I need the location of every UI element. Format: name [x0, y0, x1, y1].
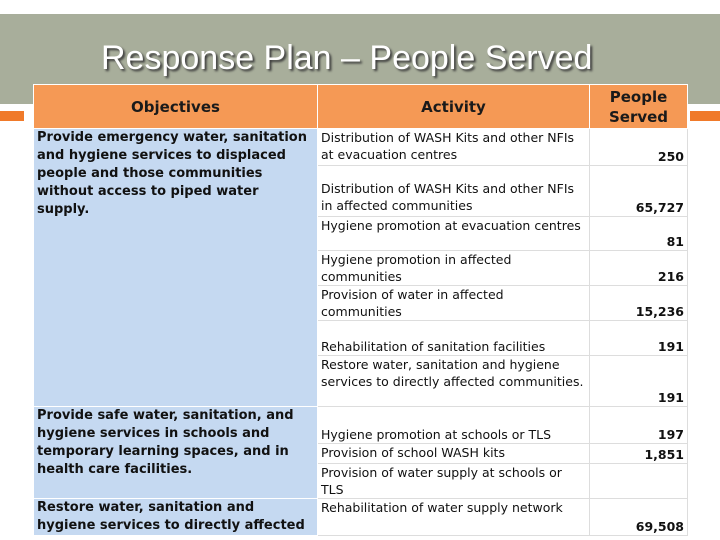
people-served-cell: 191 — [590, 321, 688, 356]
objective-cell: Provide emergency water, sanitation and hygiene services to displaced people and those communities without access to piped water supply. — [34, 129, 318, 407]
objective-cell: Provide safe water, sanitation, and hygiene services in schools and temporary learning spaces, and in health care facilities. — [34, 407, 318, 499]
activity-cell: Provision of school WASH kits — [318, 444, 590, 464]
activity-cell: Provision of water in affected communities — [318, 286, 590, 321]
activity-cell: Rehabilitation of water supply network — [318, 499, 590, 536]
activity-cell: Rehabilitation of sanitation facilities — [318, 321, 590, 356]
table-row — [34, 407, 688, 444]
activity-cell: Hygiene promotion in affected communities — [318, 251, 590, 286]
table-header-row — [34, 85, 688, 129]
activity-cell: Distribution of WASH Kits and other NFIs in affected communities — [318, 166, 590, 217]
activity-cell: Hygiene promotion at schools or TLS — [318, 407, 590, 444]
people-served-cell: 69,508 — [590, 499, 688, 536]
people-served-cell: 191 — [590, 356, 688, 407]
table-row — [34, 499, 688, 536]
table-row — [34, 129, 688, 166]
header-activity: Activity — [318, 85, 590, 129]
people-served-cell: 81 — [590, 217, 688, 251]
activity-cell: Distribution of WASH Kits and other NFIs at evacuation centres — [318, 129, 590, 166]
response-plan-table — [33, 84, 688, 536]
people-served-cell: 1,851 — [590, 444, 688, 464]
activity-cell: Restore water, sanitation and hygiene services to directly affected communities. — [318, 356, 590, 407]
header-objectives: Objectives — [34, 85, 318, 129]
slide-title: Response Plan – People Served — [101, 39, 593, 77]
people-served-cell: 216 — [590, 251, 688, 286]
people-served-cell: 250 — [590, 129, 688, 166]
objective-cell: Restore water, sanitation and hygiene services to directly affected — [34, 499, 318, 536]
accent-bar-right — [690, 111, 720, 121]
people-served-cell: 197 — [590, 407, 688, 444]
accent-bar-left — [0, 111, 24, 121]
people-served-cell — [590, 464, 688, 499]
activity-cell: Provision of water supply at schools or TLS — [318, 464, 590, 499]
people-served-cell: 65,727 — [590, 166, 688, 217]
header-people-served: People Served — [590, 85, 688, 129]
people-served-cell: 15,236 — [590, 286, 688, 321]
activity-cell: Hygiene promotion at evacuation centres — [318, 217, 590, 251]
